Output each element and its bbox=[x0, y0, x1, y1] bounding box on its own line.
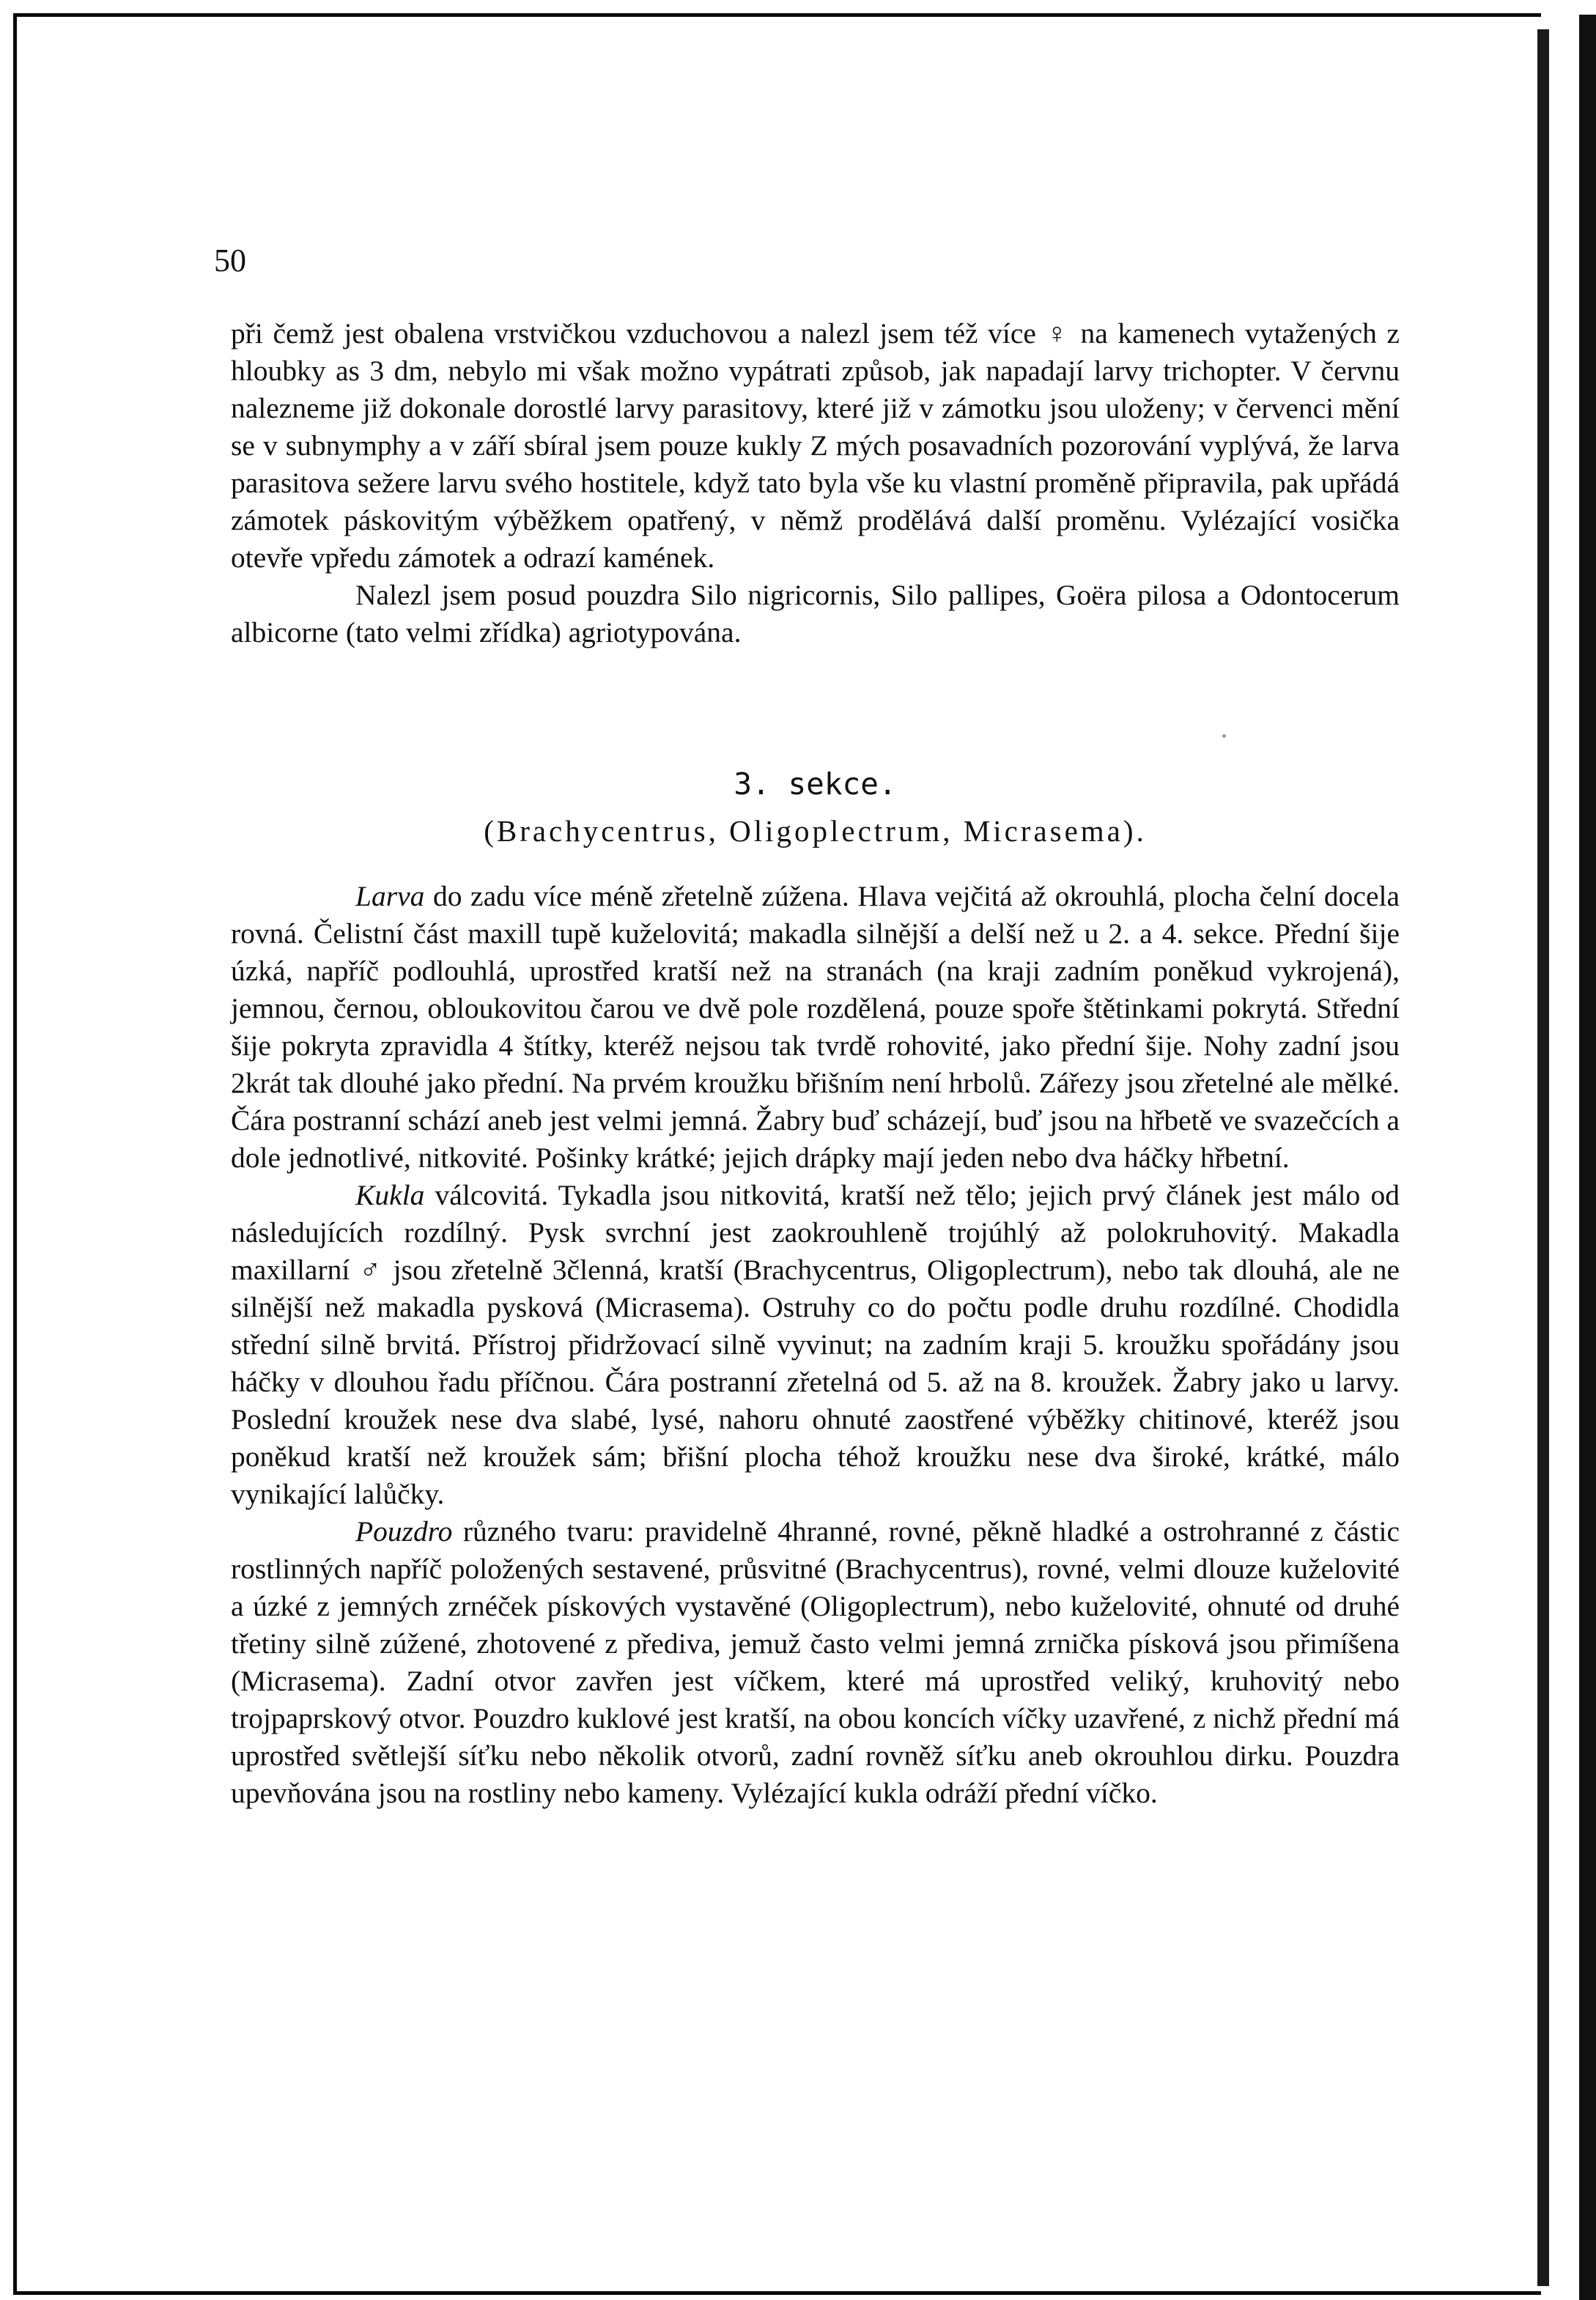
page-number: 50 bbox=[214, 243, 246, 278]
scan-edge-right bbox=[1579, 15, 1596, 2300]
paragraph-kukla bbox=[231, 1177, 1400, 1513]
term-pouzdro: Pouzdro bbox=[355, 1515, 453, 1547]
paragraph-larva bbox=[231, 878, 1400, 1177]
term-kukla: Kukla bbox=[355, 1179, 425, 1211]
paragraph-findings: Nalezl jsem posud pouzdra Silo nigricornis, Silo pallipes, Goëra pilosa a Odontocerum albicorne (tato velmi zřídka) agriotypována. bbox=[231, 579, 1400, 648]
section-subtitle: (Brachycentrus, Oligoplectrum, Micrasema). bbox=[484, 814, 1147, 848]
pouzdro-description: různého tvaru: pravidelně 4hranné, rovné, pěkně hladké a ostrohranné z částic rostlinných napříč položených sestavené, průsvitné (Brachycentrus), rovné, velmi dlouze kuželovité a úzké z jemných zrnéček pískových vystavěné (Oligoplectrum), nebo kuželovité, ohnuté od druhé třetiny silně zúžené, zhotovené z přediva, jemuž často velmi jemná zrnička písková jsou přimíšena (Micrasema). Zadní otvor zavřen jest víčkem, které má uprostřed veliký, kruhovitý nebo trojpaprskový otvor. Pouzdro kuklové jest kratší, na obou koncích víčky uzavřené, z nichž přední má uprostřed světlejší síťku nebo několik otvorů, zadní rovněž síťku aneb okrouhlou dirku. Pouzdra upevňována jsou na rostliny nebo kameny. Vylézající kukla odráží přední víčko. bbox=[231, 1515, 1400, 1809]
section-title: 3. sekce. bbox=[734, 766, 897, 802]
paragraph-pouzdro bbox=[231, 1513, 1400, 1812]
intro-text-block bbox=[231, 315, 1400, 651]
kukla-description: válcovitá. Tykadla jsou nitkovitá, kratší než tělo; jejich prvý článek jest málo od následujících rozdílný. Pysk svrchní jest zaokrouhleně trojúhlý až polokruhovitý. Makadla maxillarní ♂ jsou zřetelně 3členná, kratší (Brachycentrus, Oligoplectrum), nebo tak dlouhá, ale ne silnější než makadla pysková (Micrasema). Ostruhy co do počtu podle druhu rozdílné. Chodidla střední silně brvitá. Přístroj přidržovací silně vyvinut; na zadním kraji 5. kroužku spořádány jsou háčky v dlouhou řadu příčnou. Čára postranní zřetelná od 5. až na 8. kroužek. Žabry jako u larvy. Poslední kroužek nese dva slabé, lysé, nahoru ohnuté zaostřené výběžky chitinové, kteréž jsou poněkud kratší než kroužek sám; břišní plocha téhož kroužku nese dva široké, krátké, málo vynikající lalůčky. bbox=[231, 1179, 1400, 1510]
term-larva: Larva bbox=[355, 880, 425, 912]
larva-description: do zadu více méně zřetelně zúžena. Hlava vejčitá až okrouhlá, plocha čelní docela rovná. Čelistní část maxill tupě kuželovitá; makadla silnější a delší než u 2. a 4. sekce. Přední šije úzká, napříč podlouhlá, uprostřed kratší než na stranách (na kraji zadním poněkud vykrojená), jemnou, černou, obloukovitou čarou ve dvě pole rozdělená, pouze spoře štětinkami pokrytá. Střední šije pokryta zpravidla 4 štítky, kteréž nejsou tak tvrdě rohovité, jako přední šije. Nohy zadní jsou 2krát tak dlouhé jako přední. Na prvém kroužku břišním není hrbolů. Zářezy jsou zřetelné ale mělké. Čára postranní schází aneb jest velmi jemná. Žabry buď scházejí, buď jsou na hřbetě ve svazečcích a dole jednotlivé, nitkovité. Pošinky krátké; jejich drápky mají jeden nebo dva háčky hřbetní. bbox=[231, 880, 1400, 1174]
section-text-block bbox=[231, 878, 1400, 1812]
paragraph-parasite: při čemž jest obalena vrstvičkou vzduchovou a nalezl jsem též více ♀ na kamenech vytažených z hloubky as 3 dm, nebylo mi však možno vypátrati způsob, jak napadají larvy trichopter. V červnu nalezneme již dokonale dorostlé larvy parasitovy, které již v zámotku jsou uloženy; v červenci mění se v subnymphy a v září sbíral jsem pouze kukly Z mých posavadních pozorování vyplývá, že larva parasitova sežere larvu svého hostitele, když tato byla vše ku vlastní proměně připravila, pak upřádá zámotek páskovitým výběžkem opatřený, v němž prodělává další proměnu. Vylézající vosička otevře vpředu zámotek a odrazí kamének. bbox=[231, 317, 1400, 574]
scan-edge-shadow bbox=[1537, 29, 1549, 2286]
speck bbox=[1222, 734, 1226, 738]
